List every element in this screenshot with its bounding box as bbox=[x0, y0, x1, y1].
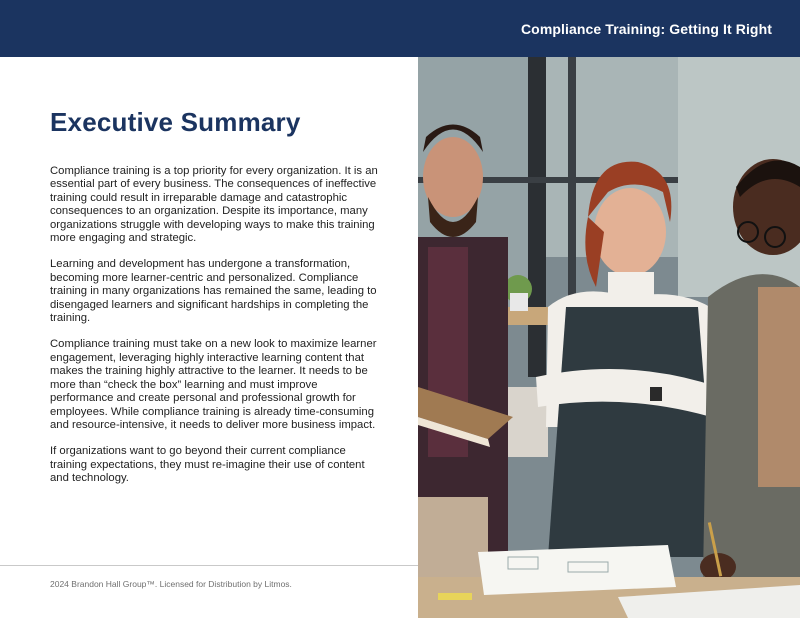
content-column bbox=[0, 57, 418, 618]
body-text bbox=[50, 165, 380, 499]
footer-divider bbox=[0, 565, 418, 566]
page-title: Executive Summary bbox=[50, 107, 301, 137]
paragraph-4: If organizations want to go beyond their current compliance training expectations, they must re-imagine their use of content and technology. bbox=[50, 445, 365, 485]
paragraph-2: Learning and development has undergone a transformation, becoming more learner-centric and personalized. Compliance training in many organizations has remained the same, leading to disengaged learners and significant hardships in completing the training. bbox=[50, 258, 377, 325]
team-photo bbox=[418, 57, 800, 618]
header-bar bbox=[0, 0, 800, 57]
footer-text: 2024 Brandon Hall Group™. Licensed for Distribution by Litmos. bbox=[50, 579, 292, 589]
header-title: Compliance Training: Getting It Right bbox=[520, 21, 772, 37]
paragraph-3: Compliance training must take on a new look to maximize learner engagement, leveraging highly interactive learning content that makes the training highly attractive to the learner. It needs to be more than “check the box” learning and must improve performance and create personal and professional growth for employees. While compliance training is already time-consuming and resource-intensive, it needs to deliver more business impact. bbox=[50, 338, 377, 431]
paragraph-1: Compliance training is a top priority for every organization. It is an essential part of every business. The consequences of ineffective training could result in irreparable damage and catastrophic consequences to an organization. Despite its importance, many organizations struggle with developing ways to make this training more engaging and strategic. bbox=[50, 165, 378, 245]
